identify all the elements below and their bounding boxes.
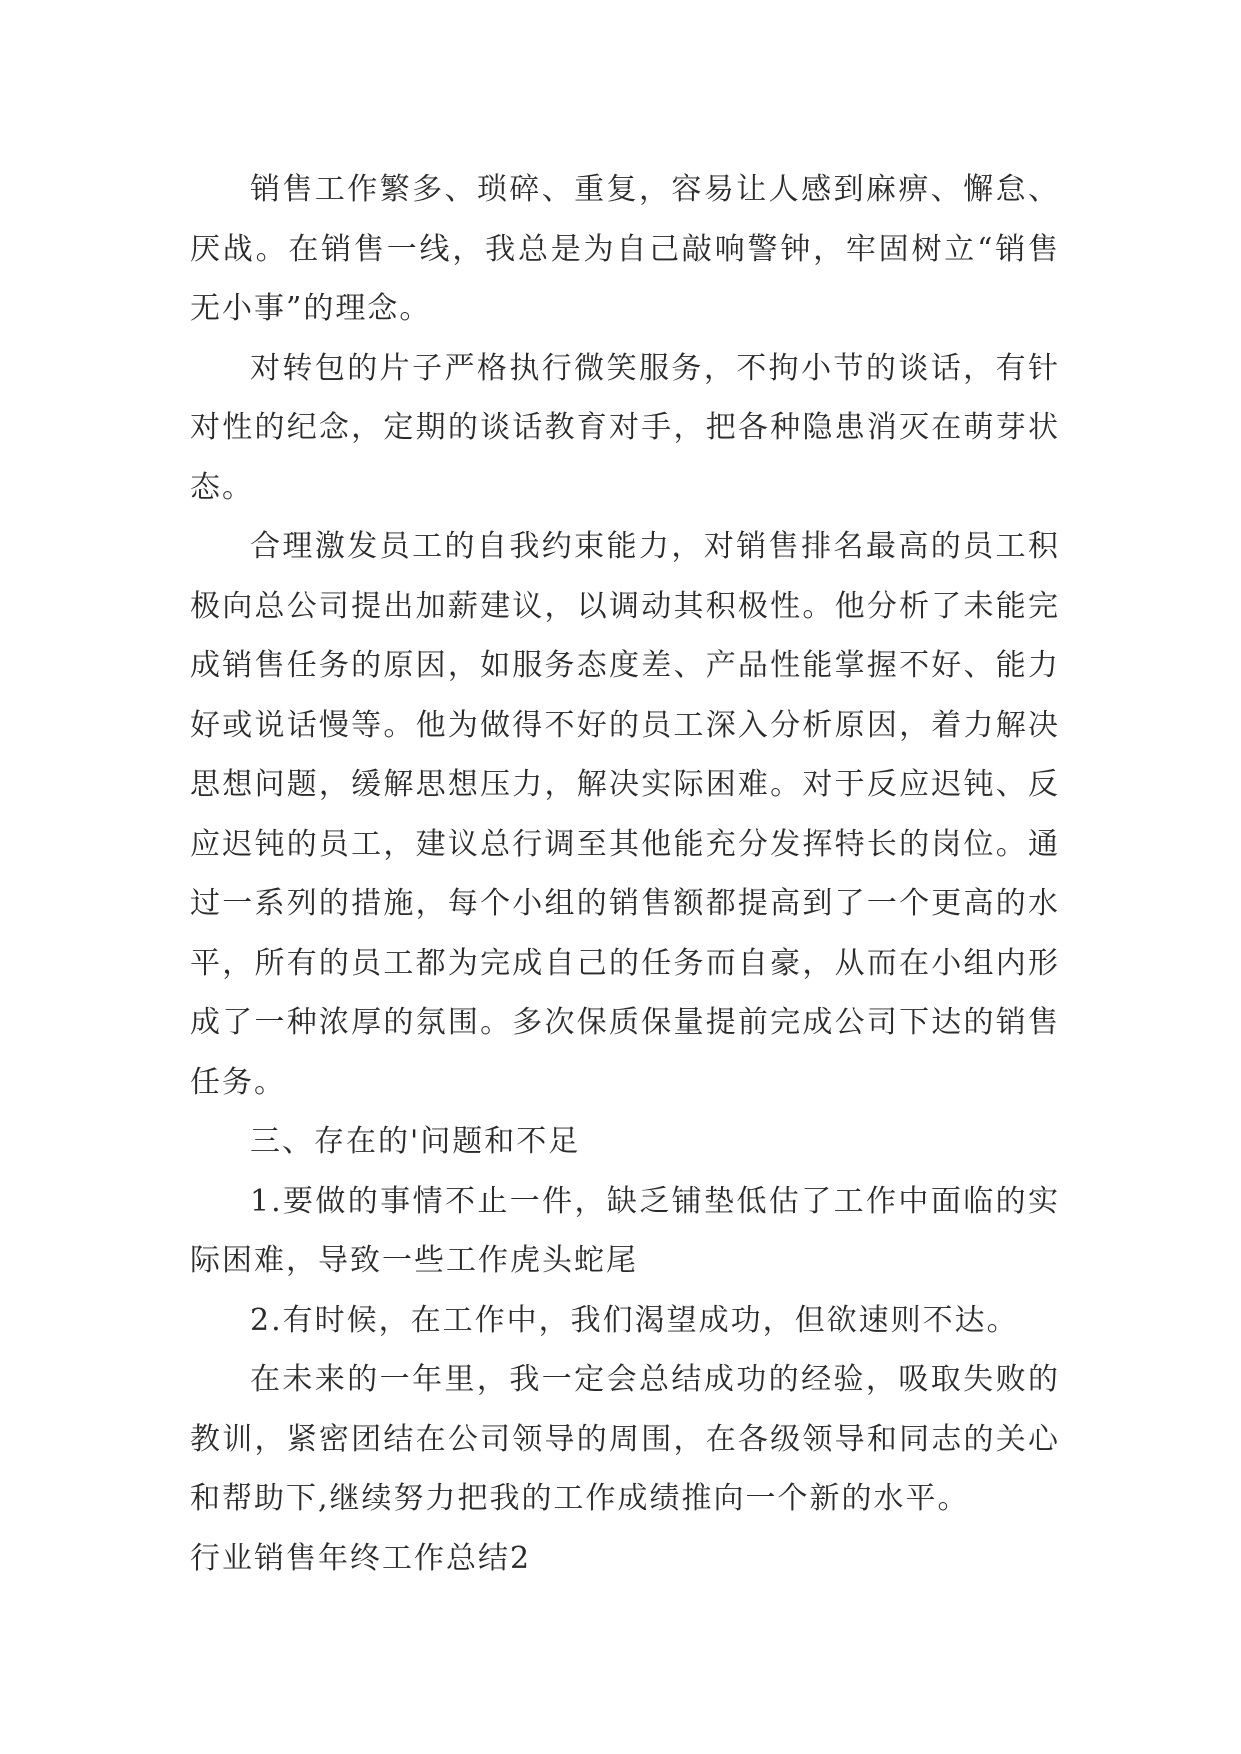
- paragraph-1: 销售工作繁多、琐碎、重复，容易让人感到麻痹、懈怠、厌战。在销售一线，我总是为自己敲响警钟，牢固树立“销售无小事”的理念。: [190, 172, 1060, 326]
- paragraph-closing: 在未来的一年里，我一定会总结成功的经验，吸取失败的教训，紧密团结在公司领导的周围，在各级领导和同志的关心和帮助下,继续努力把我的工作成绩推向一个新的水平。: [190, 1362, 1060, 1516]
- paragraph-3: 合理激发员工的自我约束能力，对销售排名最高的员工积极向总公司提出加薪建议，以调动其积极性。他分析了未能完成销售任务的原因，如服务态度差、产品性能掌握不好、能力好或说话慢等。他为做得不好的员工深入分析原因，着力解决思想问题，缓解思想压力，解决实际困难。对于反应迟钝、反应迟钝的员工，建议总行调至其他能充分发挥特长的岗位。通过一系列的措施，每个小组的销售额都提高到了一个更高的水平，所有的员工都为完成自己的任务而自豪，从而在小组内形成了一种浓厚的氛围。多次保质保量提前完成公司下达的销售任务。: [190, 529, 1060, 1100]
- section-heading-problems: 三、存在的'问题和不足: [250, 1124, 581, 1159]
- list-item-2: 2.有时候，在工作中，我们渴望成功，但欲速则不达。: [250, 1302, 1019, 1338]
- section-title: 行业销售年终工作总结2: [190, 1540, 532, 1576]
- paragraph-2: 对转包的片子严格执行微笑服务，不拘小节的谈话，有针对性的纪念，定期的谈话教育对手，把各种隐患消灭在萌芽状态。: [190, 350, 1060, 505]
- document-body: [190, 160, 1060, 1588]
- list-item-1: 1.要做的事情不止一件，缺乏铺垫低估了工作中面临的实际困难，导致一些工作虎头蛇尾: [190, 1183, 1060, 1278]
